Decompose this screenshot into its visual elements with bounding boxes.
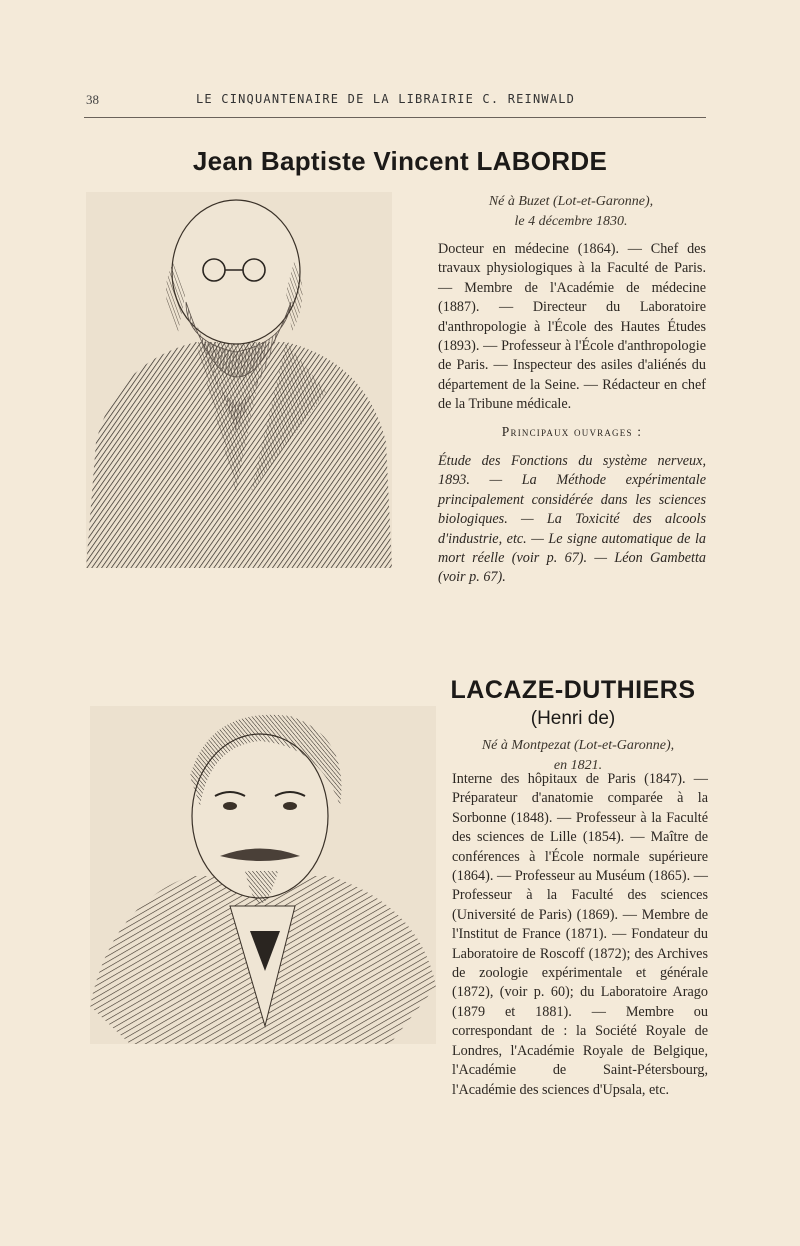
entry-2-given-name: (Henri de) — [530, 708, 616, 729]
portrait-lacaze-duthiers — [90, 706, 436, 1044]
entry-2-birth-line-2: en 1821. — [553, 758, 603, 773]
page-number: 38 — [86, 92, 99, 107]
entry-1-biography: Docteur en médecine (1864). — Chef des travaux physiologiques à la Faculté de Paris. — Membre de l'Académie de médecine (1887). — Directeur du Laboratoire d'anthropologie à l'École des Hautes Études (1893). — Professeur à l'École d'anthropologie de Paris. — Inspecteur des asiles d'aliénés du département de la Seine. — Rédacteur en chef de la Tribune médicale. — [438, 241, 706, 413]
works-heading: Principaux ouvrages : — [501, 424, 643, 439]
entry-1-name: Jean Baptiste Vincent LABORDE — [192, 146, 608, 176]
header-rule — [84, 117, 706, 118]
portrait-engraving-icon — [86, 192, 392, 568]
entry-2-birth-line-1: Né à Montpezat (Lot-et-Garonne), — [481, 738, 675, 753]
entry-1-birth-line-2: le 4 décembre 1830. — [514, 214, 628, 229]
portrait-engraving-icon — [90, 706, 436, 1044]
entry-2-name: LACAZE-DUTHIERS — [450, 676, 696, 704]
entry-1-birth — [436, 192, 706, 232]
entry-2-biography: Interne des hôpitaux de Paris (1847). — Préparateur d'anatomie comparée à la Sorbonne (1848). — Professeur à la Faculté des sciences de Lille (1854). — Maître de conférences à l'École normale supérieure (1864). — Professeur au Muséum (1865). — Professeur à la Faculté des sciences (Université de Paris) (1869). — Membre de l'Institut de France (1871). — Fondateur du Laboratoire de Roscoff (1872); des Archives de zoologie expérimentale et générale (1872), (voir p. 60); du Laboratoire Arago (1879 et 1881). — Membre ou correspondant de : la Société Royale de Londres, l'Académie Royale de Belgique, l'Académie de Saint-Pétersbourg, l'Académie des sciences d'Upsala, etc. — [452, 771, 708, 1098]
entry-1-birth-line-1: Né à Buzet (Lot-et-Garonne), — [488, 194, 654, 209]
works-list: Étude des Fonctions du système nerveux, 1893. — La Méthode expérimentale principalement considérée dans les sciences biologiques. — La Toxicité des alcools d'industrie, etc. — Le signe automatique de la mort réelle (voir p. 67). — Léon Gambetta (voir p. 67). — [438, 453, 706, 586]
running-title: LE CINQUANTENAIRE DE LA LIBRAIRIE C. REINWALD — [196, 92, 576, 106]
portrait-laborde — [86, 192, 392, 568]
